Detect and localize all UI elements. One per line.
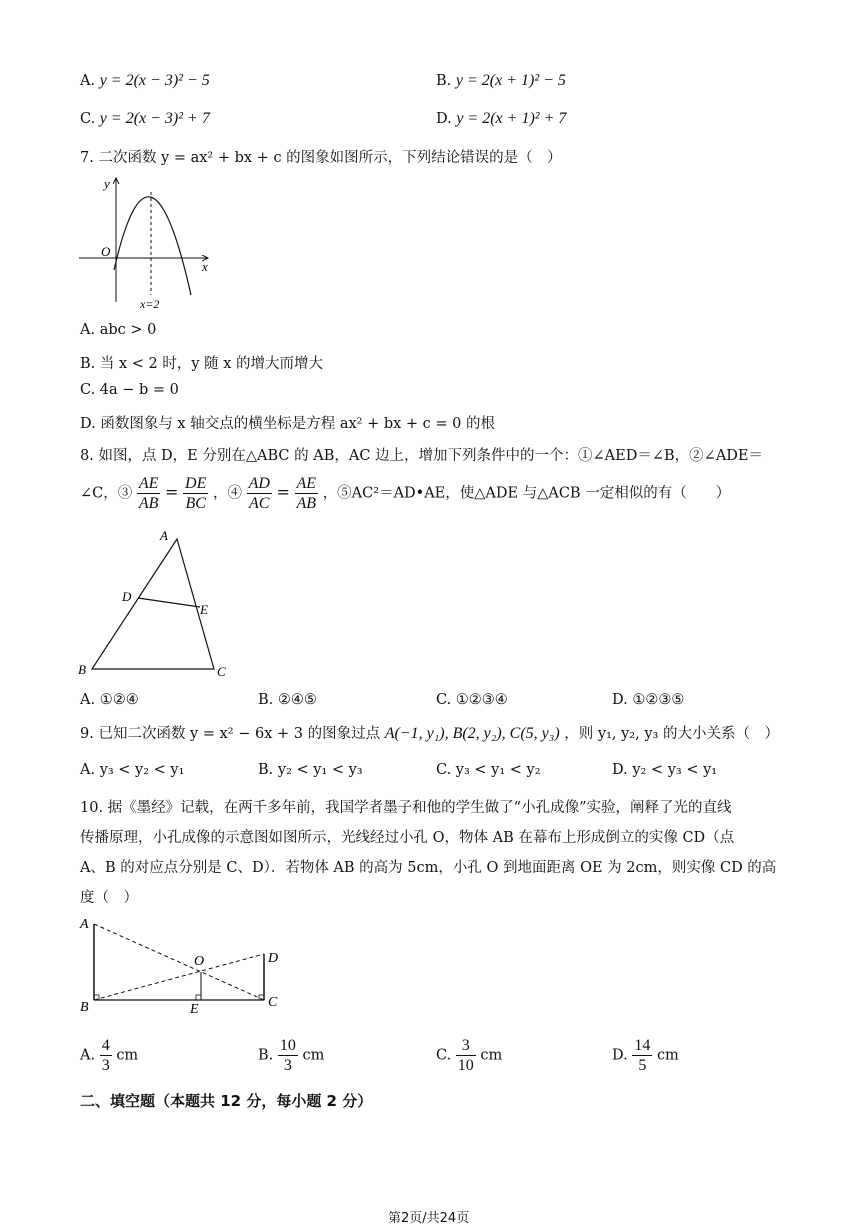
q10-option-d — [612, 1036, 679, 1075]
q10-label-e: E — [190, 1002, 199, 1017]
q6-option-d — [436, 110, 566, 128]
q8-option-b: B. ②④⑤ — [258, 692, 317, 708]
q6-option-a-letter: A. — [80, 73, 96, 89]
q10-label-b: B — [80, 1000, 89, 1015]
q10-option-d-frac: $\frac{14}{5}$ — [634, 1037, 651, 1074]
q10-option-b-letter: B. — [258, 1047, 274, 1064]
q10-option-a — [80, 1036, 138, 1075]
q10-label-d: D — [268, 951, 279, 966]
q6-option-c-letter: C. — [80, 111, 96, 127]
q8-option-a: A. ①②④ — [80, 692, 139, 708]
q8-line2-c: ，⑤AC²＝AD•AE，使△ADE 与△ACB 一定相似的有（ ） — [322, 485, 731, 502]
q10-option-c — [436, 1036, 502, 1075]
q8-frac3-right: $\frac{DE}{BC}$ — [185, 475, 207, 512]
q8-triangle-abc — [92, 539, 214, 669]
q10-right-angle-e — [196, 995, 201, 1000]
q9-stem-b: ，则 y₁, y₂, y₃ 的大小关系（ ） — [564, 726, 779, 742]
q9-stem-a: 9. 已知二次函数 y = x² − 6x + 3 的图象过点 — [80, 726, 381, 742]
q8-frac4-left: $\frac{AD}{AC}$ — [248, 475, 270, 512]
q7-option-d: D. 函数图象与 x 轴交点的横坐标是方程 ax² + bx + c = 0 的根 — [80, 416, 495, 432]
q10-option-c-unit: cm — [480, 1047, 503, 1064]
q10-line1: 10. 据《墨经》记载，在两千多年前，我国学者墨子和他的学生做了“小孔成像”实验，阐释了光的直线 — [80, 800, 732, 816]
q8-label-c: C — [217, 664, 226, 679]
q10-option-b-unit: cm — [302, 1047, 325, 1064]
q8-label-e: E — [200, 602, 208, 617]
q7-option-c: C. 4a − b = 0 — [80, 382, 179, 398]
q7-option-b: B. 当 x < 2 时，y 随 x 的增大而增大 — [80, 356, 324, 372]
q8-option-c: C. ①②③④ — [436, 692, 508, 708]
q7-y-label: y — [104, 176, 110, 191]
q8-option-d: D. ①②③⑤ — [612, 692, 685, 708]
q10-label-o: O — [194, 954, 205, 969]
q6-option-d-expr: y = 2(x + 1)² + 7 — [456, 110, 567, 127]
q9-option-a: A. y₃ < y₂ < y₁ — [80, 762, 185, 778]
q10-line2: 传播原理，小孔成像的示意图如图所示，光线经过小孔 O，物体 AB 在幕布上形成倒立的实像 CD（点 — [80, 830, 735, 846]
q6-option-d-letter: D. — [436, 111, 452, 127]
q6-option-b-expr: y = 2(x + 1)² − 5 — [455, 72, 566, 89]
q10-option-b-frac: $\frac{10}{3}$ — [279, 1037, 296, 1074]
q8-triangle-figure — [72, 526, 242, 686]
q10-option-d-letter: D. — [612, 1047, 628, 1064]
q8-line2-b: ，④ — [212, 485, 242, 502]
q8-line2-a: ∠C，③ — [80, 485, 133, 502]
q8-label-b: B — [78, 662, 86, 677]
q6-option-a-expr: y = 2(x − 3)² − 5 — [99, 72, 210, 89]
section-2-heading: 二、填空题（本题共 12 分，每小题 2 分） — [80, 1092, 373, 1110]
q9-option-b: B. y₂ < y₁ < y₃ — [258, 762, 363, 778]
q7-axis-label: x=2 — [140, 297, 160, 310]
q8-line2: ∠C，③ $\frac{AE}{AB}$ = $\frac{DE}{BC}$ ，④ $\frac{AD}{AC}$ = $\frac{AE}{AB}$ ，⑤AC²＝AD•AE，使△ADE 与△ACB 一定相似的有（ ） — [80, 475, 731, 512]
q7-x-label: x — [202, 259, 208, 274]
q10-option-c-letter: C. — [436, 1047, 452, 1064]
q8-line1: 8. 如图，点 D，E 分别在△ABC 的 AB，AC 边上，增加下列条件中的一个：①∠AED＝∠B，②∠ADE＝ — [80, 448, 763, 464]
q8-segment-de — [138, 598, 200, 607]
q10-pinhole-figure — [72, 910, 292, 1025]
q7-parabola-curve — [114, 197, 191, 295]
q9-option-d: D. y₂ < y₃ < y₁ — [612, 762, 718, 778]
q10-option-a-frac: $\frac{4}{3}$ — [101, 1037, 110, 1074]
q8-label-d: D — [122, 589, 132, 604]
q10-line4: 度（ ） — [80, 890, 138, 906]
q7-stem: 7. 二次函数 y = ax² + bx + c 的图象如图所示，下列结论错误的是（ ） — [80, 150, 562, 166]
q10-option-b — [258, 1036, 324, 1075]
q10-option-a-unit: cm — [116, 1047, 139, 1064]
q6-option-c — [80, 110, 210, 128]
q6-option-b-letter: B. — [436, 73, 452, 89]
q6-option-b — [436, 72, 566, 90]
page-footer: 第2页/共24页 — [388, 1211, 470, 1226]
q7-option-a: A. abc > 0 — [80, 322, 157, 338]
q7-parabola-graph — [76, 170, 226, 310]
q6-option-c-expr: y = 2(x − 3)² + 7 — [99, 110, 210, 127]
q10-option-d-unit: cm — [656, 1047, 679, 1064]
q6-option-a — [80, 72, 210, 90]
q10-ray-ac — [94, 924, 264, 1000]
q10-line3: A、B 的对应点分别是 C、D）．若物体 AB 的高为 5cm，小孔 O 到地面距离 OE 为 2cm，则实像 CD 的高 — [80, 860, 777, 876]
q8-frac4-right: $\frac{AE}{AB}$ — [296, 475, 317, 512]
q9-option-c: C. y₃ < y₁ < y₂ — [436, 762, 541, 778]
q9-stem — [80, 722, 779, 743]
q10-option-a-letter: A. — [80, 1047, 96, 1064]
q10-ray-bd — [94, 954, 264, 1000]
q10-option-c-frac: $\frac{3}{10}$ — [457, 1037, 474, 1074]
q7-origin-label: O — [101, 244, 111, 259]
q10-label-c: C — [268, 995, 278, 1010]
q8-label-a: A — [160, 528, 168, 543]
q8-frac3-left: $\frac{AE}{AB}$ — [138, 475, 159, 512]
q10-label-a: A — [80, 917, 89, 932]
q9-points: A(−1, y₁), B(2, y₂), C(5, y₃) — [384, 725, 560, 742]
